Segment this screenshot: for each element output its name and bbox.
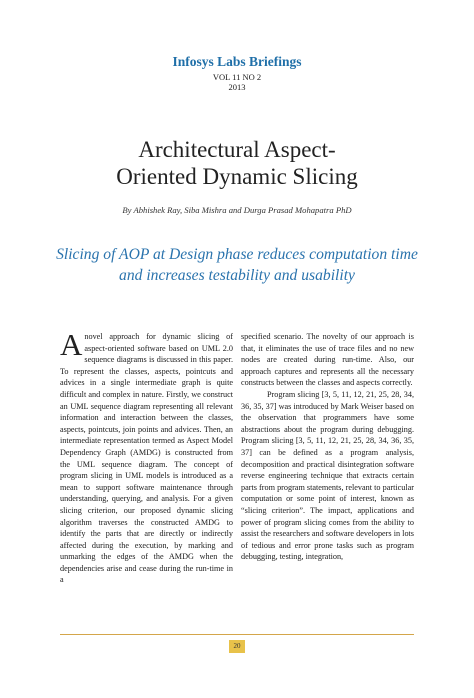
drop-cap: A — [60, 327, 83, 362]
journal-header — [0, 54, 474, 92]
journal-year: 2013 — [228, 82, 246, 92]
journal-brand: Infosys Labs Briefings — [172, 54, 302, 69]
article-subtitle: Slicing of AOP at Design phase reduces computation time and increases testability and usability — [56, 246, 418, 284]
journal-volume: VOL 11 NO 2 — [212, 72, 262, 82]
article-byline: By Abhishek Ray, Siba Mishra and Durga Prasad Mohapatra PhD — [122, 205, 352, 215]
body-column-right — [241, 331, 414, 563]
body-column-left — [60, 327, 233, 586]
article-title-line2: Oriented Dynamic Slicing — [116, 164, 358, 189]
page-number: 20 — [229, 640, 245, 653]
right-column-paragraph-2: Program slicing [3, 5, 11, 12, 21, 25, 28, 34, 36, 35, 37] was introduced by Mark Weiser based on the observation that programmers have some abstractions about the program during debugging. Program slicing [3, 5, 11, 12, 21, 25, 28, 34, 36, 35, 37] can be defined as a program analysis, decomposition and practical disintegration software reverse engineering technique that extracts certain parts from program statements, relevant to particular computation or some point of interest, known as “slicing criterion”. The impact, applications and power of program slicing comes from the ability to assist the researchers and software developers in lots of tedious and error prone tasks such as program debugging, testing, integration, — [241, 389, 414, 562]
article-title — [0, 136, 474, 190]
footer-rule — [60, 634, 414, 635]
right-column-paragraph-1: specified scenario. The novelty of our approach is that, it eliminates the use of trace files and no new nodes are created during run-time. Also, our approach captures and represents all the necessary constructs between the classes and aspects correctly. — [241, 332, 414, 388]
left-column-text: novel approach for dynamic slicing of aspect-oriented software based on UML 2.0 sequence diagrams is discussed in this paper. To represent the classes, aspects, pointcuts and advices in a single intermediate graph is quite difficult and complex in nature. Firstly, we construct an UML sequence diagram representing all relevant information and interaction between the classes, aspects, pointcuts, join points and advices. Then, an intermediate representation termed as Aspect Model Dependency Graph (AMDG) is constructed from the UML sequence diagram. The concept of program slicing in UML models is introduced as a mean to support software maintenance through understanding, querying, and analysis. For a given slicing criterion, our proposed dynamic slicing algorithm traverses the constructed AMDG to identify the parts that are directly or indirectly affected during the execution, by marking and unmarking the edges of the AMDG when the dependencies arise and cease during the run-time in a — [60, 332, 233, 585]
article-title-line1: Architectural Aspect- — [138, 137, 336, 162]
